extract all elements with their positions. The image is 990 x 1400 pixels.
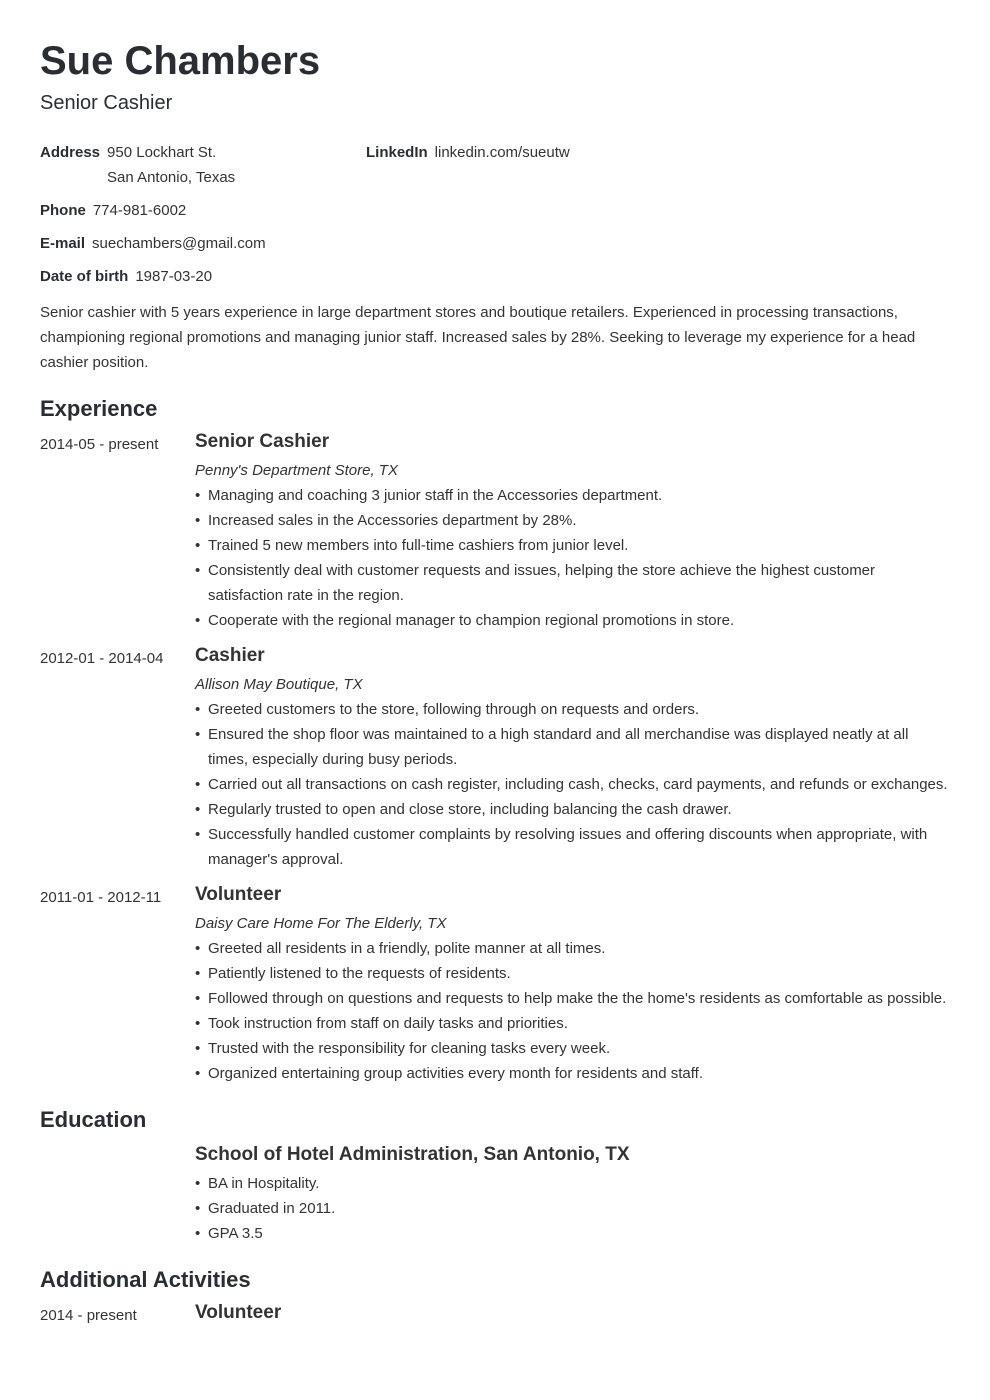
activity-date: 2014 - present: [40, 1307, 137, 1324]
duty-item: • Greeted customers to the store, following through on requests and orders.: [195, 697, 950, 722]
linkedin-link[interactable]: linkedin.com/sueutw: [434, 144, 570, 161]
job-duties: [195, 936, 950, 1086]
job-company: Allison May Boutique, TX: [195, 676, 363, 693]
duty-item: • Trusted with the responsibility for cleaning tasks every week.: [195, 1036, 950, 1061]
phone-label: Phone: [40, 202, 86, 219]
address-line1: 950 Lockhart St.: [107, 144, 217, 161]
duty-item: • Greeted all residents in a friendly, polite manner at all times.: [195, 936, 950, 961]
duty-item: • Managing and coaching 3 junior staff in the Accessories department.: [195, 483, 950, 508]
duty-item: • Regularly trusted to open and close store, including balancing the cash drawer.: [195, 797, 950, 822]
school-name: School of Hotel Administration, San Antonio, TX: [195, 1144, 630, 1165]
phone-value: 774-981-6002: [92, 202, 187, 219]
duty-item: • Cooperate with the regional manager to champion regional promotions in store.: [195, 608, 950, 633]
education-item: • GPA 3.5: [195, 1221, 950, 1246]
contact-linkedin: [366, 140, 570, 165]
duty-item: • Organized entertaining group activities every month for residents and staff.: [195, 1061, 950, 1086]
address-label: Address: [40, 144, 101, 161]
job-duties: [195, 483, 950, 633]
duty-item: • Consistently deal with customer requests and issues, helping the store achieve the highest customer satisfaction rate in the region.: [195, 558, 950, 608]
contact-email: [40, 231, 266, 256]
education-heading: Education: [40, 1107, 147, 1132]
email-value[interactable]: suechambers@gmail.com: [92, 235, 266, 252]
duty-item: • Ensured the shop floor was maintained to a high standard and all merchandise was displayed neatly at all times, especially during busy periods.: [195, 722, 950, 772]
education-details: [195, 1171, 950, 1246]
contact-address: [40, 140, 235, 190]
duty-item: • Trained 5 new members into full-time cashiers from junior level.: [195, 533, 950, 558]
duty-item: • Increased sales in the Accessories department by 28%.: [195, 508, 950, 533]
experience-list: [40, 428, 950, 1086]
activities-heading: Additional Activities: [40, 1267, 251, 1292]
job-duties: [195, 697, 950, 872]
candidate-name: Sue Chambers: [40, 39, 321, 83]
education-entry: [40, 1141, 950, 1246]
education-item: • Graduated in 2011.: [195, 1196, 950, 1221]
email-label: E-mail: [40, 235, 86, 252]
job-date: 2011-01 - 2012-11: [40, 889, 162, 906]
dob-value: 1987-03-20: [135, 268, 213, 285]
duty-item: • Carried out all transactions on cash register, including cash, checks, card payments, and refunds or exchanges.: [195, 772, 950, 797]
linkedin-label: LinkedIn: [366, 144, 428, 161]
profile-summary: Senior cashier with 5 years experience in large department stores and boutique retailers. Experienced in processing transactions, championing regional promotions and managing junior staff. Increased sales by 28%. Seeking to leverage my experience for a head cashier position.: [40, 304, 916, 371]
job-date: 2014-05 - present: [40, 436, 159, 453]
contact-dob: [40, 264, 212, 289]
experience-entry: [40, 642, 950, 872]
contact-phone: [40, 198, 186, 223]
job-role: Cashier: [195, 645, 265, 666]
experience-entry: [40, 881, 950, 1086]
experience-entry: [40, 428, 950, 633]
job-role: Volunteer: [195, 884, 282, 905]
address-value: [107, 140, 235, 190]
job-company: Penny's Department Store, TX: [195, 462, 398, 479]
duty-item: • Successfully handled customer complaints by resolving issues and offering discounts when appropriate, with manager's approval.: [195, 822, 950, 872]
job-title: Senior Cashier: [40, 92, 173, 114]
duty-item: • Patiently listened to the requests of residents.: [195, 961, 950, 986]
activity-role: Volunteer: [195, 1302, 282, 1323]
job-date: 2012-01 - 2014-04: [40, 650, 164, 667]
duty-item: • Took instruction from staff on daily tasks and priorities.: [195, 1011, 950, 1036]
dob-label: Date of birth: [40, 268, 129, 285]
education-item: • BA in Hospitality.: [195, 1171, 950, 1196]
contact-details: [40, 140, 950, 290]
activity-entry: [40, 1299, 950, 1328]
address-line2: San Antonio, Texas: [107, 169, 236, 186]
job-role: Senior Cashier: [195, 431, 330, 452]
job-company: Daisy Care Home For The Elderly, TX: [195, 915, 447, 932]
experience-heading: Experience: [40, 396, 158, 421]
duty-item: • Followed through on questions and requests to help make the the home's residents as comfortable as possible.: [195, 986, 950, 1011]
